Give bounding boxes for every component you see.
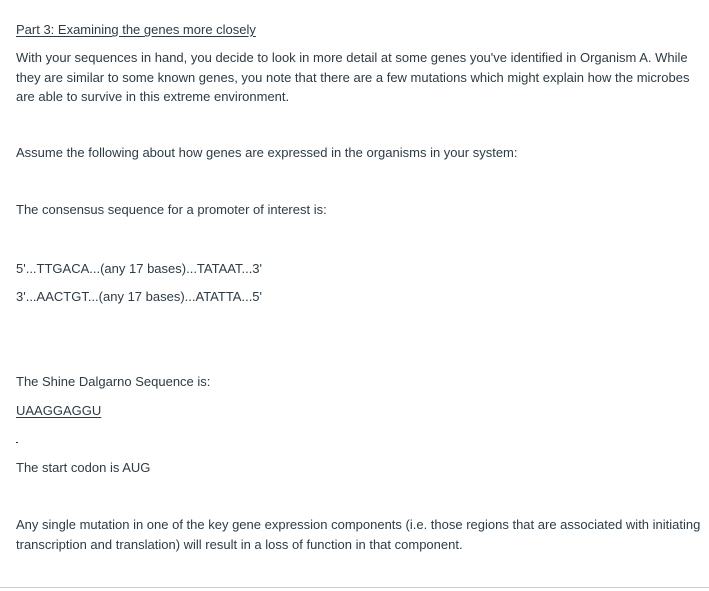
mutation-paragraph: Any single mutation in one of the key gene expression components (i.e. those regions that are associated with initiating transcription and translation) will result in a loss of function in that component. — [16, 517, 701, 552]
promoter-bottom-strand: 3'...AACTGT...(any 17 bases)...ATATTA...5' — [16, 289, 263, 304]
shine-dalgarno-sequence: UAAGGAGGU — [16, 403, 102, 418]
consensus-intro: The consensus sequence for a promoter of interest is: — [16, 202, 327, 217]
divider-dash — [16, 442, 18, 443]
shine-dalgarno-label: The Shine Dalgarno Sequence is: — [16, 374, 211, 389]
bottom-divider — [0, 587, 709, 588]
intro-paragraph: With your sequences in hand, you decide to look in more detail at some genes you've identified in Organism A. While they are similar to some known genes, you note that there are a few mutations which might explain how the microbes are able to survive in this extreme environment. — [16, 50, 690, 104]
section-title: Part 3: Examining the genes more closely — [16, 22, 256, 37]
assume-text: Assume the following about how genes are expressed in the organisms in your system: — [16, 145, 518, 160]
start-codon-text: The start codon is AUG — [16, 460, 151, 475]
promoter-top-strand: 5'...TTGACA...(any 17 bases)...TATAAT...3' — [16, 261, 263, 276]
